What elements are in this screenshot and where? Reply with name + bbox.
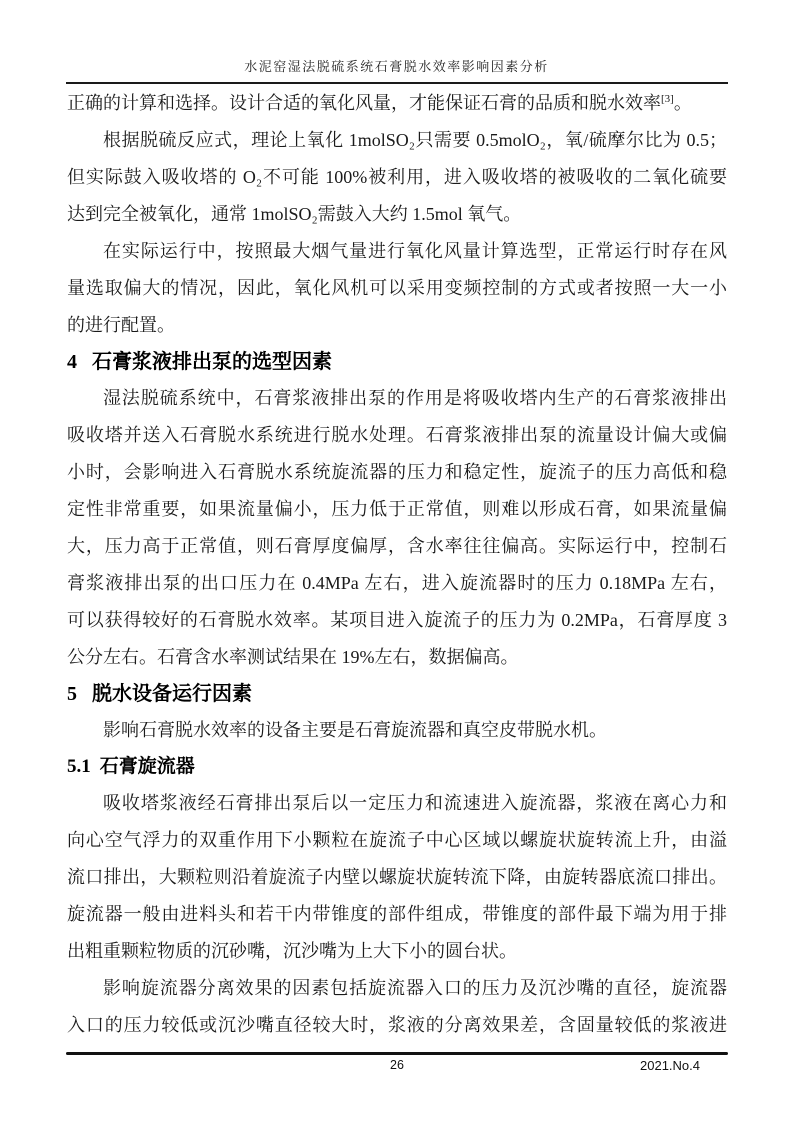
section-heading-5 <box>67 676 727 712</box>
paragraph-line: 量选取偏大的情况，因此，氧化风机可以采用变频控制的方式或者按照一大一小 <box>67 278 727 298</box>
paragraph-line: 吸收塔并送入石膏脱水系统进行脱水处理。石膏浆液排出泵的流量设计偏大或偏 <box>67 425 727 445</box>
page-number: 26 <box>390 1058 404 1072</box>
section-title: 脱水设备运行因素 <box>92 683 252 705</box>
section-number: 5.1 <box>67 756 91 777</box>
paragraph-line: 根据脱硫反应式，理论上氧化 1molSO₂只需要 0.5molO₂，氧/硫摩尔比为 0.5； <box>103 130 727 150</box>
section-number: 4 <box>67 351 77 373</box>
paragraph-line: 出粗重颗粒物质的沉砂嘴，沉沙嘴为上大下小的圆台状。 <box>67 941 517 961</box>
section-number: 5 <box>67 683 77 705</box>
paragraph-line: 向心空气浮力的双重作用下小颗粒在旋流子中心区域以螺旋状旋转流上升，由溢 <box>67 830 727 850</box>
paragraph-line: 公分左右。石膏含水率测试结果在 19%左右，数据偏高。 <box>67 647 519 667</box>
issue-label: 2021.No.4 <box>640 1058 700 1073</box>
paragraph-line: 膏浆液排出泵的出口压力在 0.4MPa 左右，进入旋流器时的压力 0.18MPa 左右， <box>67 573 727 593</box>
paragraph-line <box>67 85 727 122</box>
paragraph-text: 正确的计算和选择。设计合适的氧化风量，才能保证石膏的品质和脱水效率 <box>67 93 661 113</box>
paragraph-line: 达到完全被氧化，通常 1molSO₂需鼓入大约 1.5mol 氧气。 <box>67 204 522 224</box>
section-title: 石膏旋流器 <box>99 756 195 777</box>
paragraph-line: 影响旋流器分离效果的因素包括旋流器入口的压力及沉沙嘴的直径，旋流器 <box>103 978 727 998</box>
paragraph-line: 湿法脱硫系统中，石膏浆液排出泵的作用是将吸收塔内生产的石膏浆液排出 <box>103 388 727 408</box>
running-header-title: 水泥窑湿法脱硫系统石膏脱水效率影响因素分析 <box>244 59 549 74</box>
paragraph-line: 在实际运行中，按照最大烟气量进行氧化风量计算选型，正常运行时存在风 <box>103 241 727 261</box>
paragraph-line: 的进行配置。 <box>67 315 175 335</box>
section-heading-5-1 <box>67 749 727 785</box>
page-body <box>67 85 727 1044</box>
paragraph-text: 。 <box>673 93 692 113</box>
citation-ref: [3] <box>661 93 674 105</box>
section-title: 石膏浆液排出泵的选型因素 <box>92 351 332 373</box>
paragraph-line: 吸收塔浆液经石膏排出泵后以一定压力和流速进入旋流器，浆液在离心力和 <box>103 793 727 813</box>
paragraph-line: 旋流器一般由进料头和若干内带锥度的部件组成，带锥度的部件最下端为用于排 <box>67 904 727 924</box>
section-heading-4 <box>67 344 727 380</box>
paragraph-line: 大，压力高于正常值，则石膏厚度偏厚，含水率往往偏高。实际运行中，控制石 <box>67 536 727 556</box>
paragraph-line: 可以获得较好的石膏脱水效率。某项目进入旋流子的压力为 0.2MPa，石膏厚度 3 <box>67 610 727 630</box>
footer-rule <box>66 1052 728 1055</box>
paragraph-line: 但实际鼓入吸收塔的 O₂不可能 100%被利用，进入吸收塔的被吸收的二氧化硫要 <box>67 167 727 187</box>
header-rule <box>66 82 728 84</box>
paragraph-line: 入口的压力较低或沉沙嘴直径较大时，浆液的分离效果差，含固量较低的浆液进 <box>67 1015 727 1035</box>
paragraph-line: 定性非常重要，如果流量偏小，压力低于正常值，则难以形成石膏，如果流量偏 <box>67 499 727 519</box>
paragraph-line: 影响石膏脱水效率的设备主要是石膏旋流器和真空皮带脱水机。 <box>103 720 607 740</box>
paragraph-line: 流口排出，大颗粒则沿着旋流子内壁以螺旋状旋转流下降，由旋转器底流口排出。 <box>67 867 727 887</box>
paragraph-line: 小时，会影响进入石膏脱水系统旋流器的压力和稳定性，旋流子的压力高低和稳 <box>67 462 727 482</box>
